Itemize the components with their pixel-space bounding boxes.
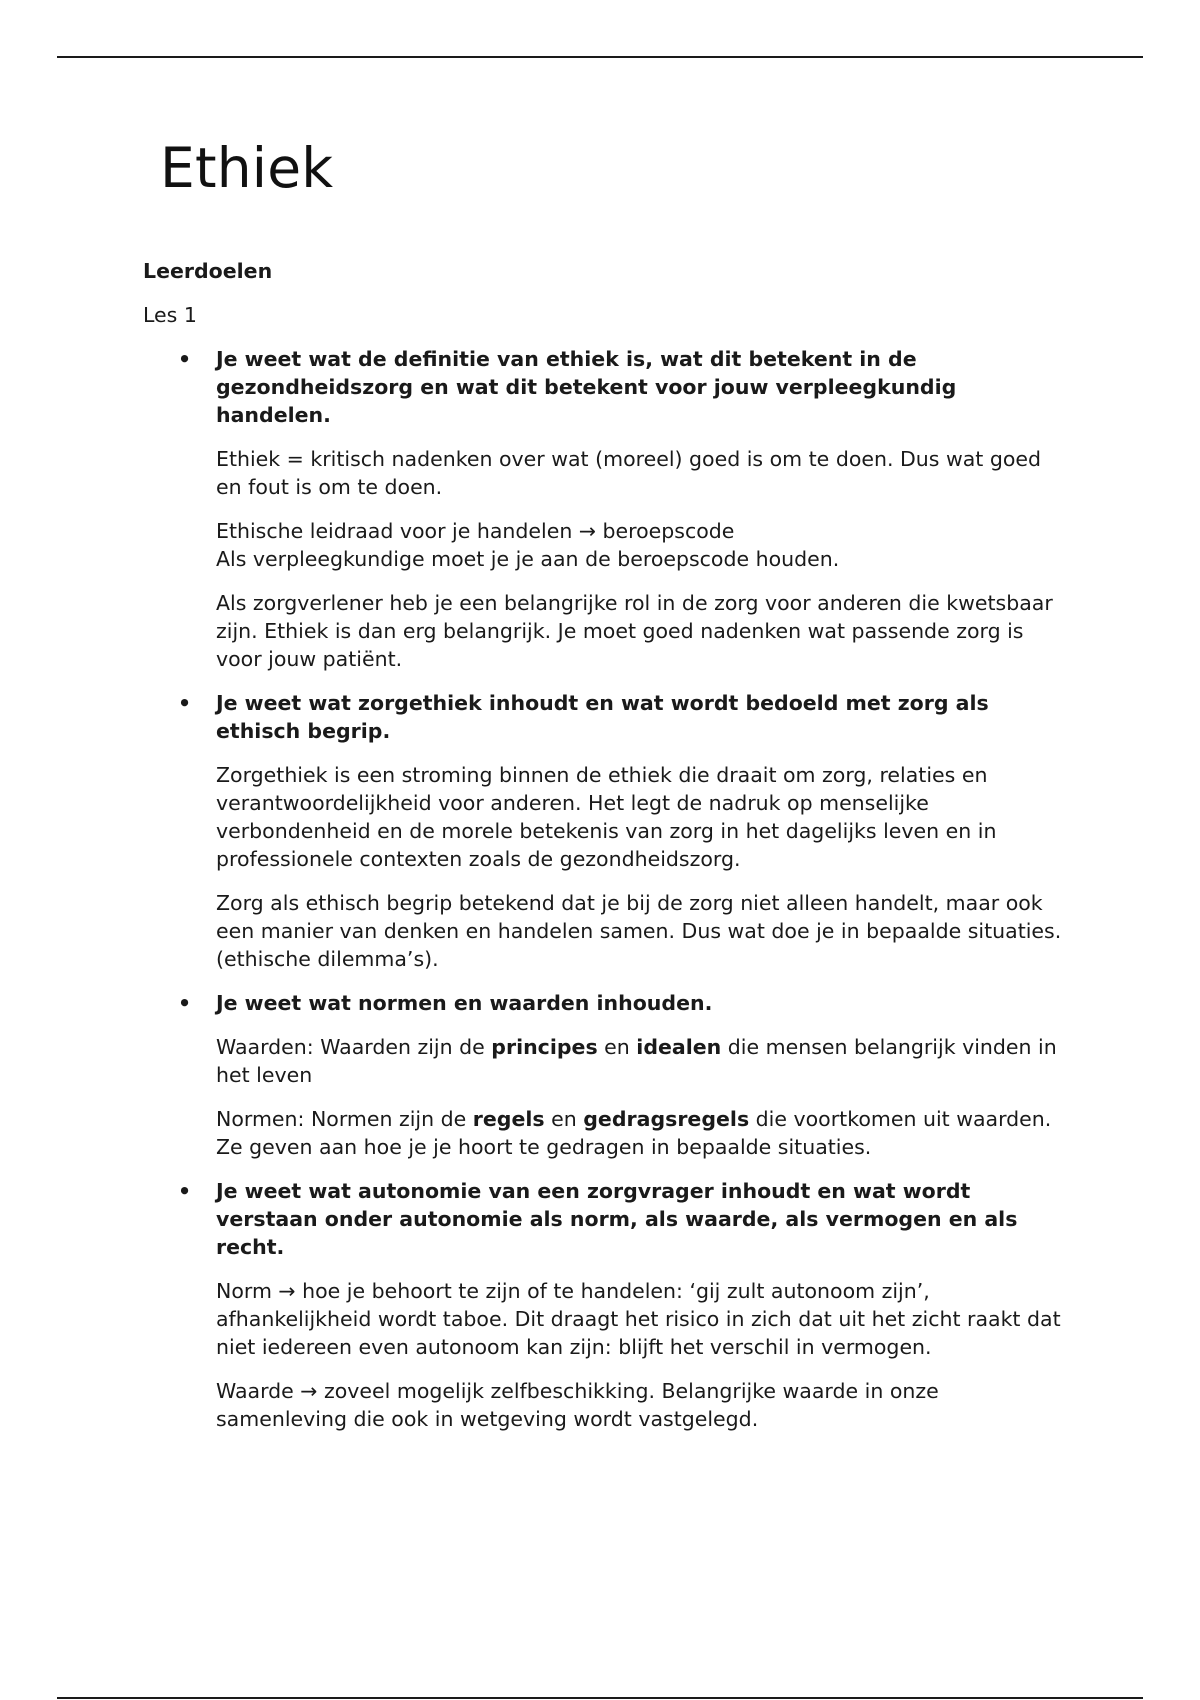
goal-paragraph: Als zorgverlener heb je een belangrijke rol in de zorg voor anderen die kwetsbaar zijn. Ethiek is dan erg belangrijk. Je moet goed nadenken wat passende zorg is voor jouw patiënt. [216,591,1053,671]
document-body [143,257,1063,1449]
goal-paragraph-norms [216,1105,1063,1161]
bold-term: idealen [636,1035,722,1059]
bottom-rule [57,1697,1143,1699]
goal-paragraph: Ethiek = kritisch nadenken over wat (moreel) goed is om te doen. Dus wat goed en fout is om te doen. [216,447,1042,499]
bold-term: gedragsregels [583,1107,750,1131]
text-run: Normen: Normen zijn de [216,1107,473,1131]
text-run: en [544,1107,584,1131]
goal-paragraph [216,517,1063,573]
text-run: die voortkomen uit waarden. Ze geven aan hoe je je hoort te gedragen in bepaalde situaties. [216,1107,1052,1159]
goal-title: Je weet wat de definitie van ethiek is, wat dit betekent in de gezondheidszorg en wat dit betekent voor jouw verpleegkundig handelen. [216,347,957,427]
lesson-label: Les 1 [143,303,197,327]
bullet-icon: • [178,347,192,371]
paragraph-line: Als verpleegkundige moet je je aan de beroepscode houden. [216,547,840,571]
text-run: Waarden: Waarden zijn de [216,1035,492,1059]
text-run: die mensen belangrijk vinden in het leven [216,1035,1057,1087]
paragraph-line: Ethische leidraad voor je handelen → beroepscode [216,519,735,543]
goal-title: Je weet wat autonomie van een zorgvrager inhoudt en wat wordt verstaan onder autonomie als norm, als waarde, als vermogen en als recht. [216,1179,1018,1259]
goal-title: Je weet wat zorgethiek inhoudt en wat wordt bedoeld met zorg als ethisch begrip. [216,691,989,743]
text-run: en [597,1035,637,1059]
goal-paragraph: Norm → hoe je behoort te zijn of te handelen: ‘gij zult autonoom zijn’, afhankelijkheid wordt taboe. Dit draagt het risico in zich dat uit het zicht raakt dat niet iedereen even autonoom kan zijn: blijft het verschil in vermogen. [216,1279,1061,1359]
section-heading: Leerdoelen [143,259,273,283]
bullet-icon: • [178,991,192,1015]
bold-term: principes [491,1035,598,1059]
learning-goal-autonomy [143,1177,1063,1433]
goal-paragraph: Waarde → zoveel mogelijk zelfbeschikking. Belangrijke waarde in onze samenleving die ook in wetgeving wordt vastgelegd. [216,1379,939,1431]
bullet-icon: • [178,691,192,715]
goal-paragraph-values [216,1033,1063,1089]
bold-term: regels [472,1107,545,1131]
goal-paragraph: Zorg als ethisch begrip betekend dat je bij de zorg niet alleen handelt, maar ook een manier van denken en handelen samen. Dus wat doe je in bepaalde situaties. (ethische dilemma’s). [216,891,1062,971]
learning-goal-care-ethics [143,689,1063,973]
goal-title: Je weet wat normen en waarden inhouden. [216,991,713,1015]
top-rule [57,56,1143,58]
document-title: Ethiek [160,136,334,200]
learning-goal-norms-values [143,989,1063,1161]
goal-paragraph: Zorgethiek is een stroming binnen de ethiek die draait om zorg, relaties en verantwoordelijkheid voor anderen. Het legt de nadruk op menselijke verbondenheid en de morele betekenis van zorg in het dagelijks leven en in professionele contexten zoals de gezondheidszorg. [216,763,997,871]
learning-goals-list [143,345,1063,1433]
learning-goal-definition-ethics [143,345,1063,673]
bullet-icon: • [178,1179,192,1203]
